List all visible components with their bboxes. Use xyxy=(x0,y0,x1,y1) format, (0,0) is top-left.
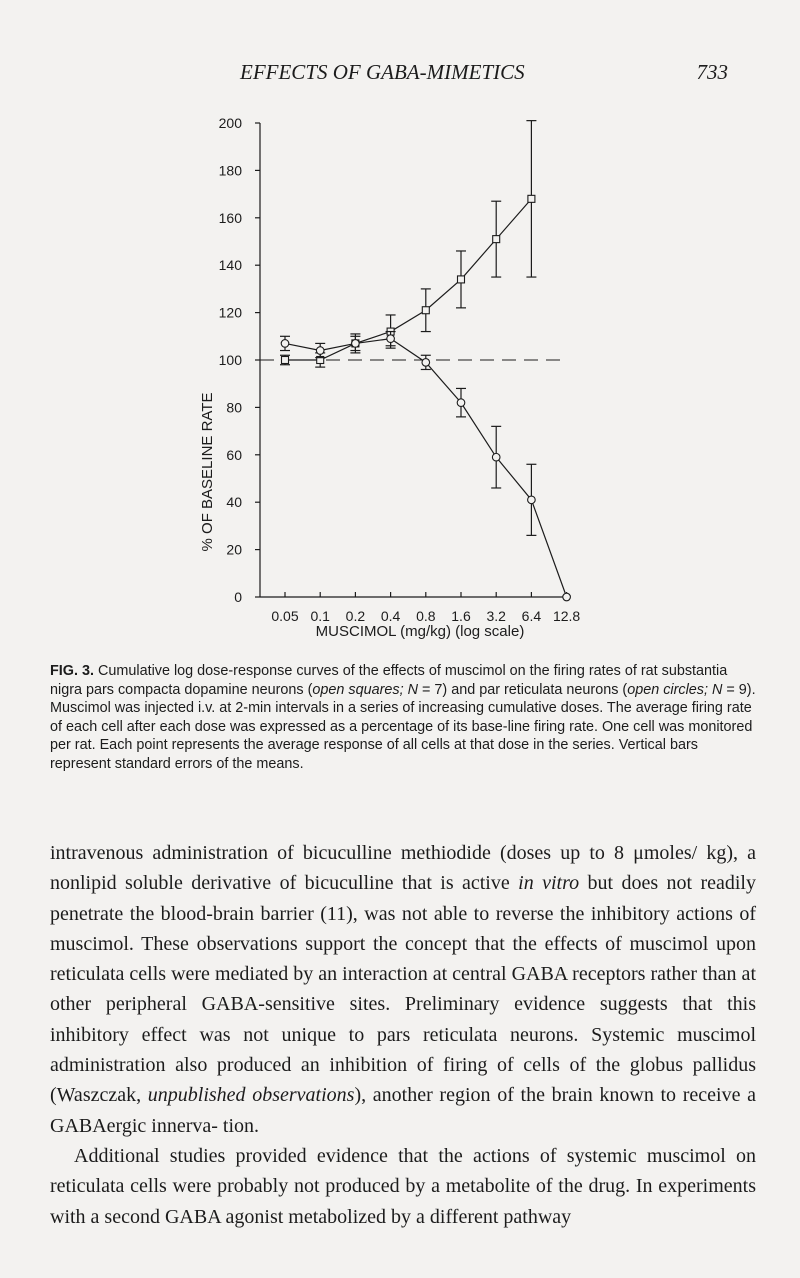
figure-label: FIG. 3. xyxy=(50,663,94,679)
series-pars-compacta xyxy=(280,121,536,367)
data-point-circle xyxy=(316,347,324,355)
x-tick-labels xyxy=(271,608,580,624)
p1-part-e: ), another region of the brain known to receive a GABAergic innerva- tion. xyxy=(50,1084,757,1137)
x-tick-label: 0.4 xyxy=(380,608,401,624)
body-text xyxy=(50,838,756,1232)
p1-part-a: intravenous administration of bicuculline methiodide (doses up to 8 μmoles/ kg), a nonlipid soluble derivative of bicuculline that is active xyxy=(50,842,756,895)
data-point-square xyxy=(422,307,429,314)
y-tick-label: 60 xyxy=(226,446,242,463)
y-tick-label: 40 xyxy=(226,494,242,511)
y-tick-label: 180 xyxy=(218,162,242,179)
data-point-circle xyxy=(387,335,395,343)
caption-italic-1: open squares; N xyxy=(312,681,418,698)
series-line xyxy=(285,199,531,360)
data-point-circle xyxy=(492,453,500,461)
p1-italic-unpublished: unpublished observations xyxy=(147,1084,355,1107)
data-point-square xyxy=(458,276,465,283)
running-title: EFFECTS OF GABA-MIMETICS xyxy=(240,60,525,84)
paragraph-1 xyxy=(50,838,756,1141)
y-tick-label: 0 xyxy=(234,589,242,605)
x-axis-label: MUSCIMOL (mg/kg) (log scale) xyxy=(315,623,525,640)
y-tick-label: 120 xyxy=(218,304,242,321)
series-line xyxy=(285,339,567,597)
x-tick-label: 0.1 xyxy=(310,608,330,624)
x-tick-label: 0.2 xyxy=(345,608,366,624)
caption-text-3: = 9). Muscimol was injected i.v. at 2-min intervals in a series of increasing cumulative doses. The average firing rate of each cell after each dose was expressed as a percentage of its base-line firing rate. One cell was monitored per rat. Each point represents the average response of all cells at that dose in the series. Vertical bars represent standard errors of the means. xyxy=(50,681,756,772)
p1-italic-in-vitro: in vitro xyxy=(518,872,580,895)
x-tick-label: 0.05 xyxy=(271,608,299,624)
x-tick-label: 12.8 xyxy=(552,608,581,624)
p1-part-c: but does not readily penetrate the blood-brain barrier (11), was not able to reverse the inhibitory actions of muscimol. These observations support the concept that the effects of muscimol upon reticulata cells were mediated by an interaction at central GABA receptors rather than at other peripheral GABA-sensitive sites. Preliminary evidence suggests that this inhibitory effect was not unique to pars reticulata neurons. Systemic muscimol administration also produced an inhibition of firing of cells of the globus pallidus (Waszczak, xyxy=(50,872,756,1107)
caption-text-2: = 7) and par reticulata neurons ( xyxy=(418,681,628,698)
x-tick-label: 1.6 xyxy=(451,608,471,624)
y-axis-label: % OF BASELINE RATE xyxy=(199,392,216,552)
y-tick-label: 160 xyxy=(218,209,242,226)
y-tick-label: 140 xyxy=(218,257,242,274)
data-point-circle xyxy=(528,496,536,504)
y-tick-label: 80 xyxy=(226,399,242,416)
dose-response-chart xyxy=(0,110,800,650)
y-tick-label: 200 xyxy=(218,115,242,131)
data-point-circle xyxy=(563,593,571,601)
running-header xyxy=(0,60,800,90)
page-number: 733 xyxy=(696,60,728,84)
y-tick-label: 20 xyxy=(226,541,242,558)
data-point-circle xyxy=(422,359,430,367)
data-point-circle xyxy=(281,340,289,348)
data-point-square xyxy=(282,357,289,364)
paragraph-2: Additional studies provided evidence that the actions of systemic muscimol on reticulata cells were probably not produced by a metabolite of the drug. In experiments with a second GABA agonist metabolized by a different pathway xyxy=(50,1144,756,1228)
series-pars-reticulata xyxy=(280,332,570,601)
y-tick-labels xyxy=(219,115,243,605)
chart-series xyxy=(280,121,570,601)
data-point-circle xyxy=(352,340,360,348)
caption-text-1: Cumulative log dose-response curves of the effects of muscimol on the firing rates of rat substantia nigra pars compacta dopamine neurons ( xyxy=(50,663,728,698)
data-point-square xyxy=(493,236,500,243)
y-tick-label: 100 xyxy=(218,352,242,368)
x-tick-label: 3.2 xyxy=(486,608,506,624)
x-tick-label: 6.4 xyxy=(521,608,542,624)
caption-italic-2: open circles; N xyxy=(627,681,723,698)
data-point-square xyxy=(528,195,535,202)
data-point-circle xyxy=(457,399,465,407)
figure-caption xyxy=(50,662,756,774)
x-tick-label: 0.8 xyxy=(416,608,436,624)
